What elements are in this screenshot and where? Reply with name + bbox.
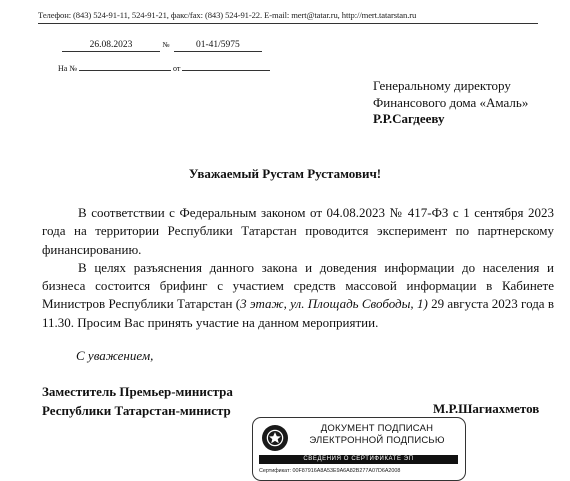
closing: С уважением, [76,348,154,363]
body-paragraph-2 [42,259,554,332]
stamp-title [295,423,459,447]
recipient-name: Р.Р.Сагдееву [373,111,445,126]
body-paragraph-2-end: 29 августа 2023 года в 11.30. Просим Вас принять участие на данном мероприятии. [42,296,555,330]
body-paragraph-1: В соответствии с Федеральным законом от 04.08.2023 № 417-ФЗ с 1 сентября 2023 года на территории Республики Татарстан проводится эксперимент по партнерскому финансированию. [42,205,554,257]
signer-position-line-2: Республики Татарстан-министр [42,402,231,418]
body-paragraph-2-start: В целях разъяснения данного закона и доведения информации до населения и бизнеса состоится брифинг с участием средств массовой информации в Кабинете Министров Республики Татарстан ( [42,259,554,312]
registration-number-sign: № [162,40,170,49]
reference-from-label: от [172,64,181,73]
signer-position [42,383,233,420]
stamp-title-line-1: ДОКУМЕНТ ПОДПИСАН [320,423,434,434]
signer-name: М.Р.Шагиахметов [433,401,540,416]
signer-position-line-1: Заместитель Премьер-министра [42,384,233,399]
recipient-line-2: Финансового дома «Амаль» [373,94,529,110]
registration-date: 26.08.2023 [62,40,160,52]
greeting: Уважаемый Рустам Рустамович! [188,166,382,181]
stamp-certificate-number: Сертификат: 00F87916A8A53E9A6A82B277A07D6A2008 [259,468,401,474]
recipient-block [373,78,563,128]
letter-body [42,204,554,332]
registration-line [62,40,262,52]
stamp-title-line-2: ЭЛЕКТРОННОЙ ПОДПИСЬЮ [309,435,445,446]
recipient-line-1: Генеральному директору [373,78,511,93]
stamp-certificate-header: СВЕДЕНИЯ О СЕРТИФИКАТЕ ЭП [259,455,458,464]
briefing-location: 3 этаж, ул. Площадь Свободы, 1) [240,296,428,312]
letterhead-contacts: Телефон: (843) 524-91-11, 524-91-21, факс/fax: (843) 524-91-22. E-mail: mert@tatar.ru, http://mert.tatarstan.ru [38,10,417,20]
letterhead-divider [38,23,538,24]
reference-date-blank [182,70,270,71]
reference-label: На № [58,64,77,73]
reference-number-blank [79,70,171,71]
emblem-icon [262,425,288,451]
reference-line [58,64,270,73]
registration-number: 01-41/5975 [174,40,262,52]
electronic-signature-stamp [252,417,466,481]
